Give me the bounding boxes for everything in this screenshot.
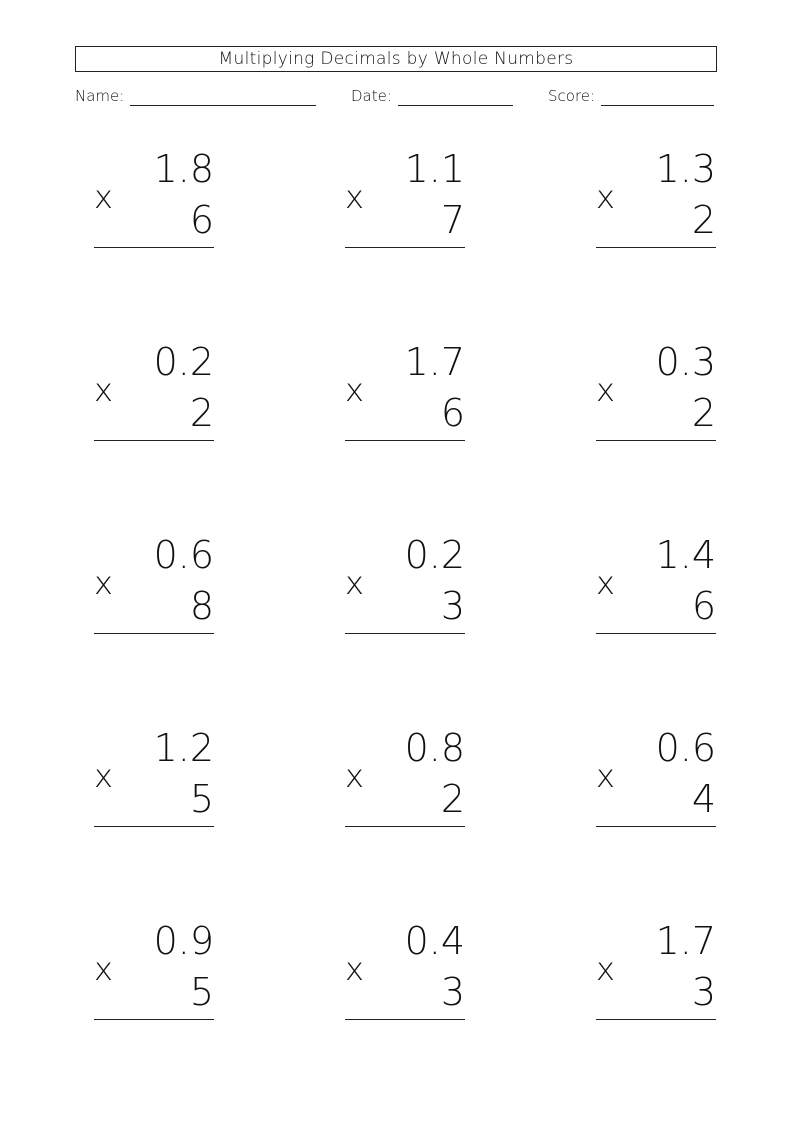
whole-number-factor: 6 — [189, 198, 214, 242]
answer-line[interactable] — [596, 440, 716, 441]
decimal-factor: 1.2 — [153, 726, 214, 770]
name-label: Name: — [75, 87, 125, 105]
whole-number-factor: 2 — [189, 391, 214, 435]
decimal-factor: 0.2 — [404, 533, 465, 577]
multiply-sign: x — [94, 371, 113, 409]
whole-number-factor: 4 — [691, 777, 716, 821]
score-blank[interactable] — [601, 88, 714, 106]
decimal-factor: 0.3 — [655, 340, 716, 384]
multiply-sign: x — [94, 564, 113, 602]
decimal-factor: 0.6 — [655, 726, 716, 770]
decimal-factor: 1.7 — [655, 919, 716, 963]
answer-line[interactable] — [596, 826, 716, 827]
multiply-sign: x — [596, 371, 615, 409]
problem-4 — [94, 340, 214, 450]
whole-number-factor: 6 — [691, 584, 716, 628]
decimal-factor: 1.3 — [655, 147, 716, 191]
answer-line[interactable] — [345, 440, 465, 441]
whole-number-factor: 8 — [189, 584, 214, 628]
multiply-sign: x — [345, 178, 364, 216]
whole-number-factor: 7 — [440, 198, 465, 242]
problem-7 — [94, 533, 214, 643]
multiply-sign: x — [345, 950, 364, 988]
decimal-factor: 1.8 — [153, 147, 214, 191]
decimal-factor: 0.4 — [404, 919, 465, 963]
whole-number-factor: 2 — [691, 198, 716, 242]
worksheet-title: Multiplying Decimals by Whole Numbers — [75, 46, 717, 72]
date-field[interactable] — [351, 86, 513, 106]
whole-number-factor: 5 — [189, 970, 214, 1014]
answer-line[interactable] — [94, 826, 214, 827]
problem-1 — [94, 147, 214, 257]
whole-number-factor: 3 — [440, 584, 465, 628]
name-blank[interactable] — [130, 88, 316, 106]
decimal-factor: 1.4 — [655, 533, 716, 577]
problem-13 — [94, 919, 214, 1029]
answer-line[interactable] — [596, 247, 716, 248]
answer-line[interactable] — [94, 633, 214, 634]
problem-8 — [345, 533, 465, 643]
answer-line[interactable] — [345, 247, 465, 248]
whole-number-factor: 6 — [440, 391, 465, 435]
decimal-factor: 1.7 — [404, 340, 465, 384]
answer-line[interactable] — [345, 826, 465, 827]
whole-number-factor: 3 — [691, 970, 716, 1014]
date-label: Date: — [351, 87, 392, 105]
answer-line[interactable] — [596, 1019, 716, 1020]
multiply-sign: x — [596, 178, 615, 216]
answer-line[interactable] — [94, 440, 214, 441]
whole-number-factor: 2 — [440, 777, 465, 821]
name-field[interactable] — [75, 86, 316, 106]
problem-2 — [345, 147, 465, 257]
answer-line[interactable] — [345, 633, 465, 634]
answer-line[interactable] — [94, 247, 214, 248]
multiply-sign: x — [94, 950, 113, 988]
problem-5 — [345, 340, 465, 450]
problem-10 — [94, 726, 214, 836]
decimal-factor: 0.6 — [153, 533, 214, 577]
multiply-sign: x — [596, 564, 615, 602]
multiply-sign: x — [94, 178, 113, 216]
score-field[interactable] — [548, 86, 714, 106]
score-label: Score: — [548, 87, 596, 105]
problem-11 — [345, 726, 465, 836]
multiply-sign: x — [345, 757, 364, 795]
problem-14 — [345, 919, 465, 1029]
decimal-factor: 0.9 — [153, 919, 214, 963]
answer-line[interactable] — [94, 1019, 214, 1020]
multiply-sign: x — [596, 950, 615, 988]
problem-3 — [596, 147, 716, 257]
date-blank[interactable] — [398, 88, 513, 106]
multiply-sign: x — [345, 371, 364, 409]
whole-number-factor: 3 — [440, 970, 465, 1014]
decimal-factor: 0.8 — [404, 726, 465, 770]
multiply-sign: x — [596, 757, 615, 795]
problem-12 — [596, 726, 716, 836]
problem-15 — [596, 919, 716, 1029]
decimal-factor: 1.1 — [404, 147, 465, 191]
multiply-sign: x — [94, 757, 113, 795]
answer-line[interactable] — [345, 1019, 465, 1020]
whole-number-factor: 2 — [691, 391, 716, 435]
problem-9 — [596, 533, 716, 643]
decimal-factor: 0.2 — [153, 340, 214, 384]
whole-number-factor: 5 — [189, 777, 214, 821]
answer-line[interactable] — [596, 633, 716, 634]
multiply-sign: x — [345, 564, 364, 602]
problem-6 — [596, 340, 716, 450]
